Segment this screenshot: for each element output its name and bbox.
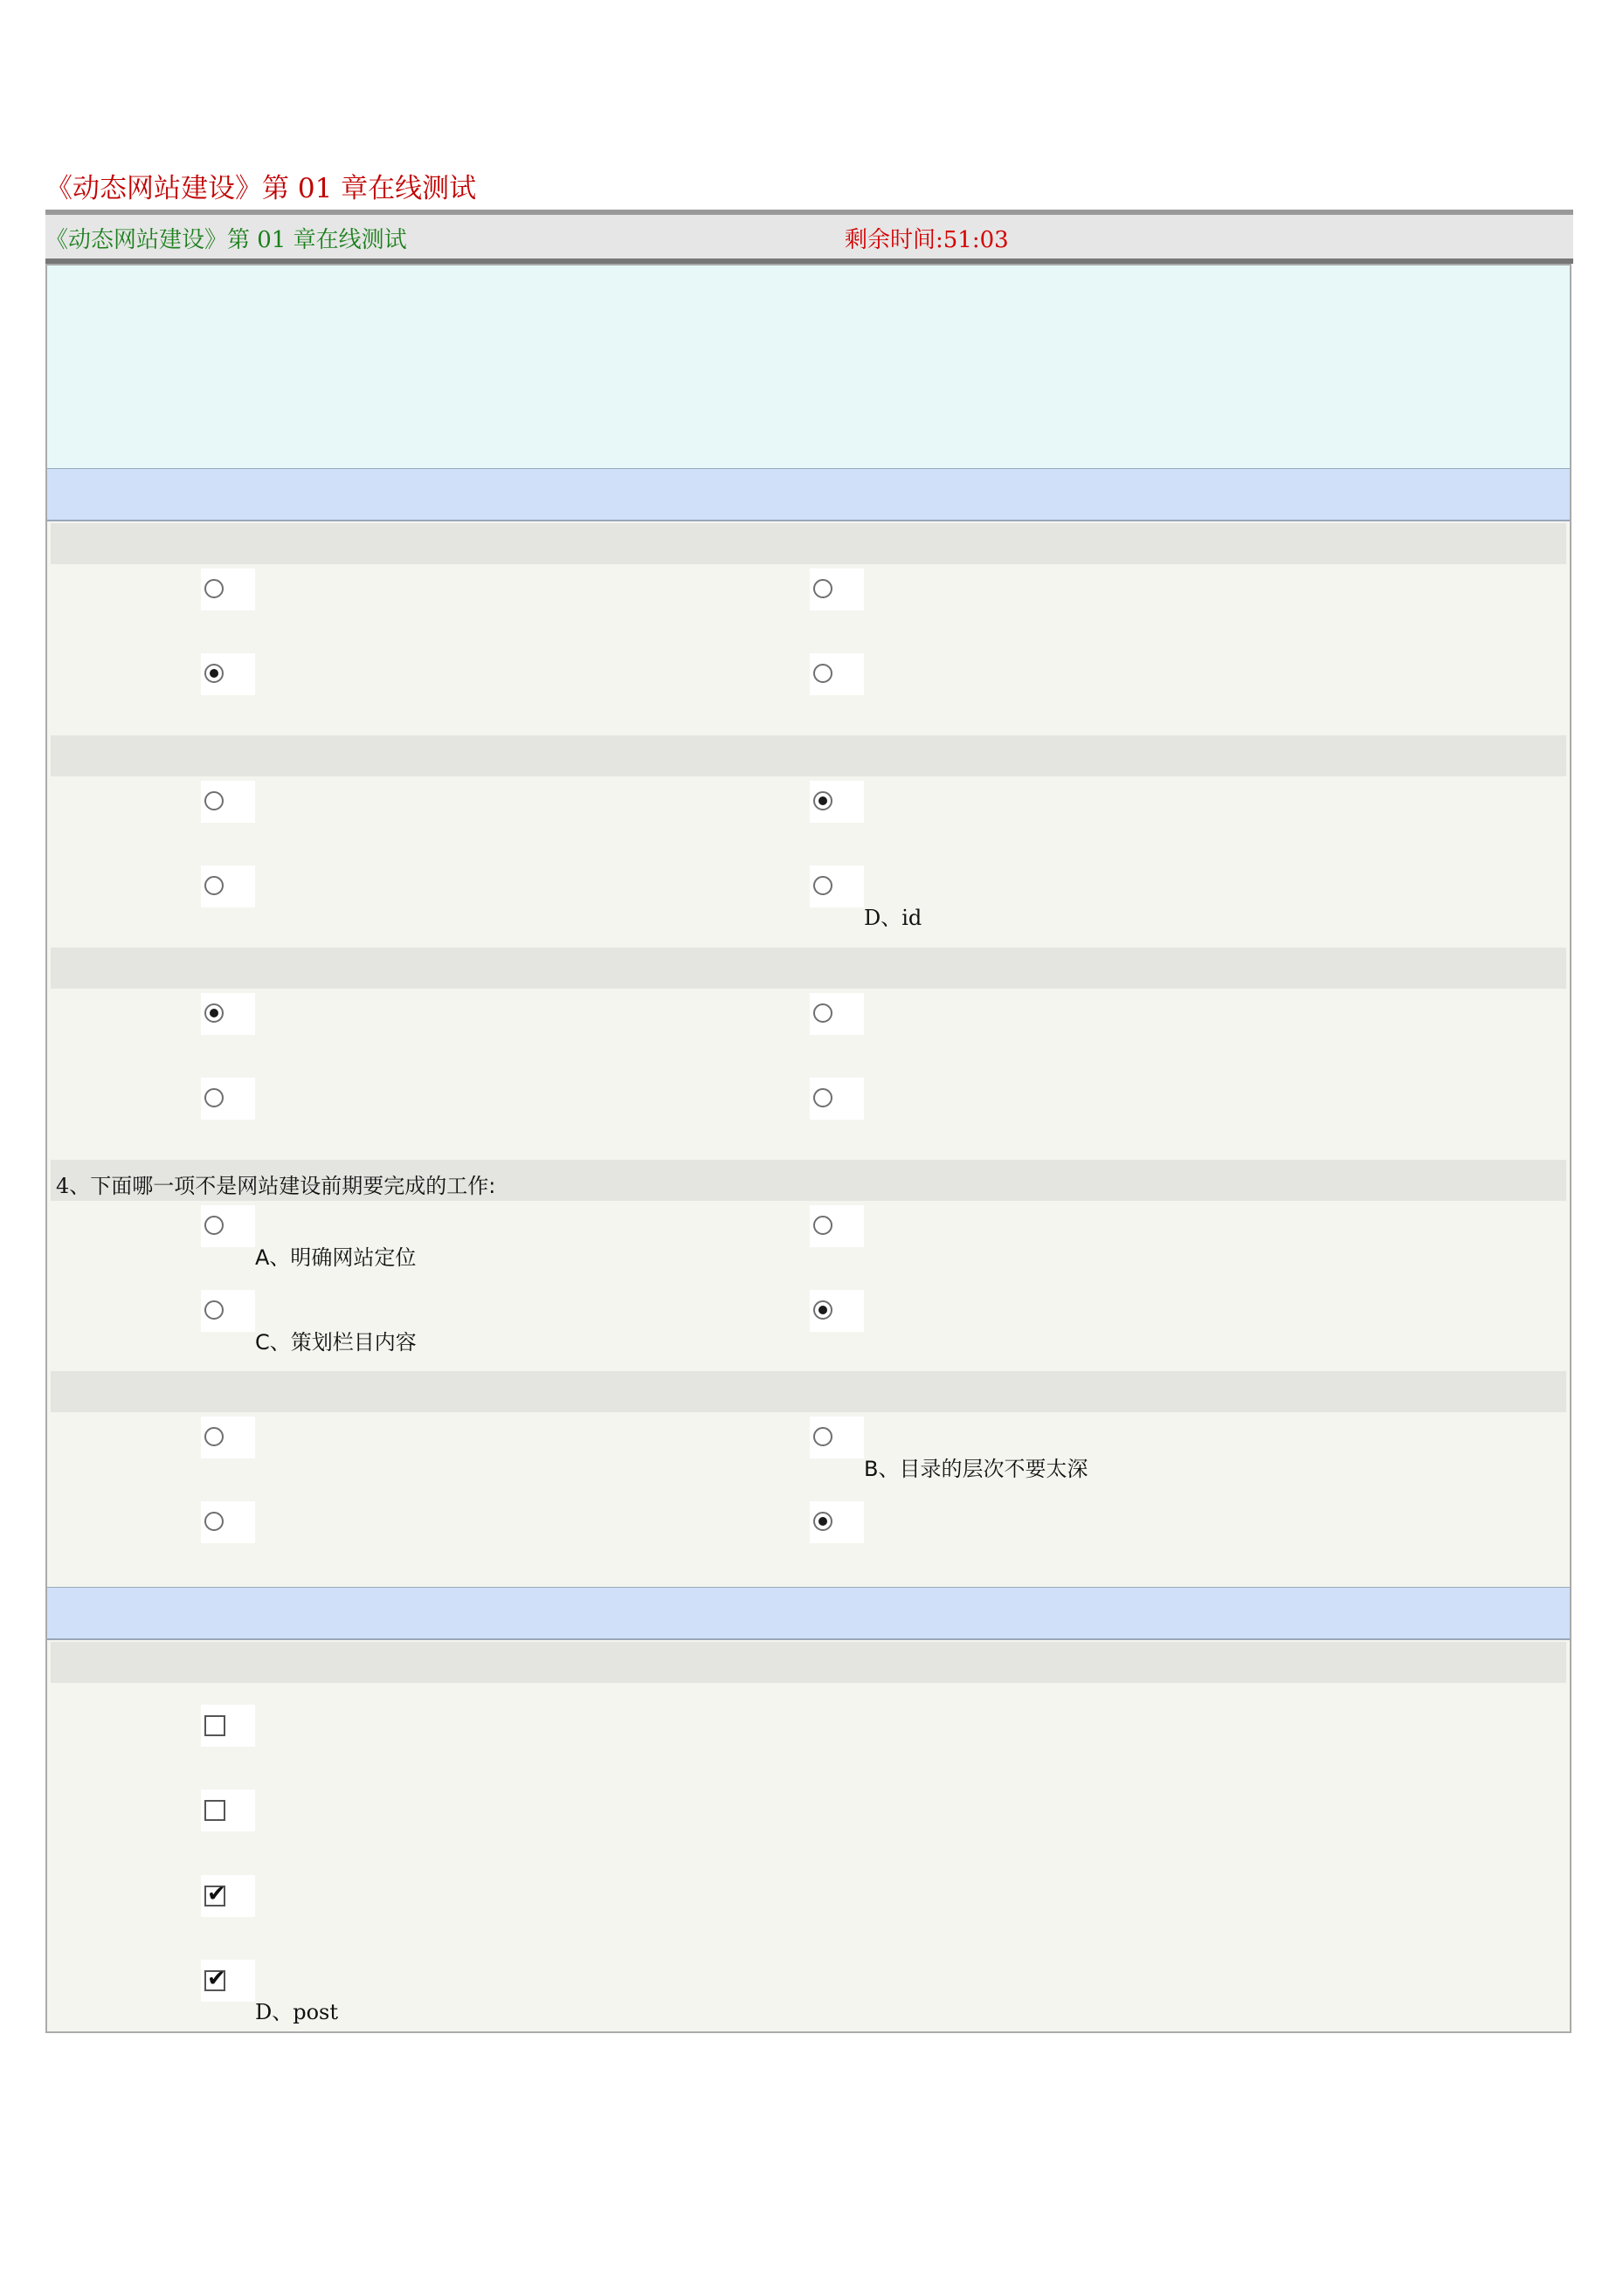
radio-button-icon[interactable] — [813, 1003, 832, 1023]
radio-button-icon[interactable] — [813, 1088, 832, 1107]
radio-button-icon[interactable] — [204, 1512, 224, 1531]
answer-option-label: A、明确网站定位 — [255, 1245, 417, 1270]
question-header — [51, 1642, 1566, 1683]
answer-option[interactable] — [201, 1875, 255, 1917]
radio-button-icon[interactable] — [204, 1300, 224, 1320]
answer-option[interactable] — [201, 865, 255, 907]
radio-button-icon[interactable] — [813, 791, 832, 810]
answer-option[interactable] — [810, 1290, 864, 1332]
answer-option[interactable] — [810, 781, 864, 823]
radio-button-icon[interactable] — [813, 579, 832, 598]
page-title: 《动态网站建设》第 01 章在线测试 — [45, 173, 477, 204]
remaining-time: 剩余时间:51:03 — [845, 227, 1009, 253]
answer-option[interactable] — [201, 653, 255, 695]
radio-button-icon[interactable] — [204, 1216, 224, 1235]
radio-button-icon[interactable] — [204, 664, 224, 683]
checkbox-icon[interactable] — [204, 1800, 225, 1821]
question-number: 4 — [56, 1174, 70, 1198]
radio-button-icon[interactable] — [204, 1003, 224, 1023]
answer-option[interactable] — [201, 1501, 255, 1543]
question-prompt: 、下面哪一项不是网站建设前期要完成的工作: — [69, 1174, 496, 1198]
checkmark-icon: ✔ — [207, 1966, 226, 1992]
answer-option[interactable] — [201, 1417, 255, 1458]
answer-option[interactable] — [810, 865, 922, 930]
radio-button-icon[interactable] — [813, 1216, 832, 1235]
answer-option[interactable] — [201, 1290, 417, 1355]
single-choice-section-bar — [47, 468, 1570, 521]
answer-option[interactable] — [201, 993, 255, 1035]
multi-choice-section-bar — [47, 1587, 1570, 1640]
radio-button-icon[interactable] — [204, 876, 224, 895]
quiz-header-title: 《动态网站建设》第 01 章在线测试 — [45, 227, 407, 253]
checkbox-icon[interactable] — [204, 1881, 226, 1907]
quiz-header-bar — [45, 215, 1573, 264]
answer-option[interactable] — [201, 1078, 255, 1120]
radio-button-icon[interactable] — [813, 1300, 832, 1320]
answer-option[interactable] — [201, 1705, 255, 1747]
answer-option[interactable] — [810, 653, 864, 695]
answer-option[interactable] — [810, 993, 864, 1035]
checkbox-icon[interactable] — [204, 1966, 226, 1992]
answer-option-label: B、目录的层次不要太深 — [864, 1457, 1088, 1481]
answer-option[interactable] — [201, 781, 255, 823]
radio-button-icon[interactable] — [813, 1512, 832, 1531]
question-header — [51, 1371, 1566, 1412]
answer-option[interactable] — [810, 1078, 864, 1120]
question-header — [51, 735, 1566, 776]
answer-option-label: C、策划栏目内容 — [255, 1330, 417, 1355]
instructions-box — [47, 265, 1570, 470]
answer-option[interactable] — [201, 569, 255, 610]
answer-option[interactable] — [201, 1205, 417, 1270]
answer-option-label: D、id — [864, 906, 922, 930]
radio-button-icon[interactable] — [813, 1427, 832, 1446]
answer-option[interactable] — [810, 1417, 1088, 1481]
radio-button-icon[interactable] — [813, 664, 832, 683]
radio-button-icon[interactable] — [204, 1088, 224, 1107]
checkbox-icon[interactable] — [204, 1715, 225, 1736]
answer-option[interactable] — [201, 1960, 339, 2024]
question-header — [51, 523, 1566, 564]
checkmark-icon: ✔ — [207, 1881, 226, 1907]
question-header — [51, 948, 1566, 989]
answer-option-label: D、post — [255, 2000, 339, 2024]
radio-button-icon[interactable] — [204, 791, 224, 810]
answer-option[interactable] — [810, 1205, 864, 1247]
answer-option[interactable] — [810, 569, 864, 610]
question-header — [51, 1160, 1566, 1201]
radio-button-icon[interactable] — [204, 579, 224, 598]
radio-button-icon[interactable] — [813, 876, 832, 895]
radio-button-icon[interactable] — [204, 1427, 224, 1446]
answer-option[interactable] — [810, 1501, 864, 1543]
question-text — [56, 1169, 495, 1199]
answer-option[interactable] — [201, 1789, 255, 1831]
quiz-frame — [45, 264, 1571, 2033]
